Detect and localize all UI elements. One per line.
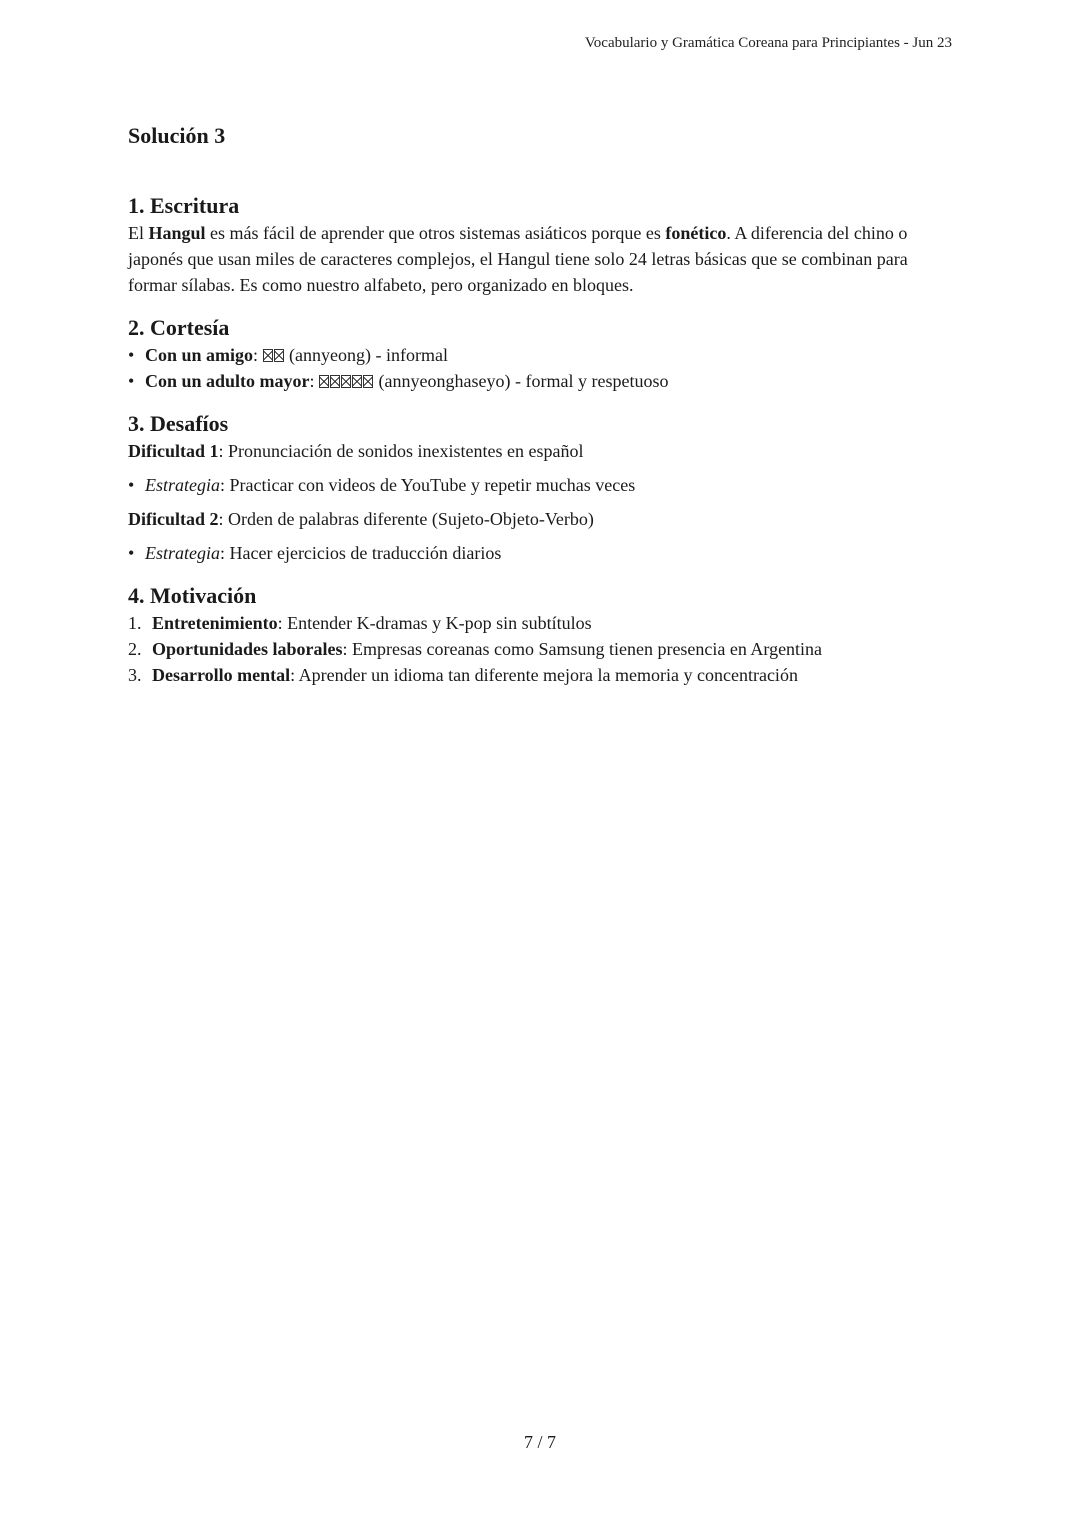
page-number: 7 / 7	[523, 1432, 556, 1452]
cortesia-list	[128, 342, 954, 394]
text-run: . A diferencia del chino o japonés que usan miles de caracteres complejos, el Hangul tiene solo 24 letras básicas que se combinan para formar sílabas. Es como nuestro alfabeto, pero organizado en bloques.	[128, 223, 908, 295]
section-desafios	[128, 410, 954, 566]
missing-glyph-box	[330, 375, 340, 388]
list-item	[128, 472, 954, 498]
item-label: Entretenimiento	[152, 613, 278, 633]
page-title: Solución 3	[128, 123, 226, 148]
list-item	[128, 540, 954, 566]
missing-glyph-box	[363, 375, 373, 388]
missing-glyph-box	[341, 375, 351, 388]
bullet-icon: •	[128, 475, 135, 495]
list-item	[128, 368, 954, 394]
bold-term-fonetico: fonético	[665, 223, 727, 243]
korean-text-unrendered	[319, 371, 374, 391]
difficulty-text: : Pronunciación de sonidos inexistentes en español	[218, 441, 584, 461]
text-run: El	[128, 223, 149, 243]
bullet-icon: •	[128, 371, 135, 391]
section-heading: 3. Desafíos	[128, 411, 229, 436]
item-number: 1.	[128, 613, 142, 633]
section-motivacion	[128, 582, 954, 688]
section-heading: 4. Motivación	[128, 583, 257, 608]
item-label: Desarrollo mental	[152, 665, 291, 685]
bold-term-hangul: Hangul	[148, 223, 206, 243]
difficulty-line	[128, 438, 954, 464]
item-number: 3.	[128, 665, 142, 685]
missing-glyph-box	[319, 375, 329, 388]
difficulty-label: Dificultad 1	[128, 441, 219, 461]
difficulty-block	[128, 438, 954, 498]
running-header: Vocabulario y Gramática Coreana para Principiantes - Jun 23	[584, 35, 952, 51]
difficulty-label: Dificultad 2	[128, 509, 219, 529]
separator: :	[253, 345, 263, 365]
separator: :	[309, 371, 320, 391]
text-run: es más fácil de aprender que otros sistemas asiáticos porque es	[205, 223, 666, 243]
strategy-list	[128, 472, 954, 498]
strategy-list	[128, 540, 954, 566]
item-text: (annyeong) - informal	[284, 345, 448, 365]
item-text: (annyeonghaseyo) - formal y respetuoso	[374, 371, 669, 391]
strategy-text: : Hacer ejercicios de traducción diarios	[220, 543, 502, 563]
bullet-icon: •	[128, 345, 135, 365]
page-content	[128, 120, 954, 704]
item-label: Con un adulto mayor	[145, 371, 310, 391]
section-heading: 1. Escritura	[128, 193, 240, 218]
missing-glyph-box	[274, 349, 284, 362]
bullet-icon: •	[128, 543, 135, 563]
section-heading: 2. Cortesía	[128, 315, 230, 340]
difficulty-block	[128, 506, 954, 566]
section-escritura	[128, 192, 954, 298]
item-text: : Entender K-dramas y K-pop sin subtítulos	[277, 613, 592, 633]
strategy-label: Estrategia	[145, 543, 220, 563]
motivacion-list	[128, 610, 954, 688]
strategy-label: Estrategia	[145, 475, 220, 495]
escritura-paragraph	[128, 220, 954, 298]
section-cortesia	[128, 314, 954, 394]
strategy-text: : Practicar con videos de YouTube y repetir muchas veces	[220, 475, 636, 495]
list-item	[128, 342, 954, 368]
missing-glyph-box	[352, 375, 362, 388]
item-text: : Aprender un idioma tan diferente mejora la memoria y concentración	[290, 665, 798, 685]
item-label: Oportunidades laborales	[152, 639, 343, 659]
item-number: 2.	[128, 639, 142, 659]
difficulty-text: : Orden de palabras diferente (Sujeto-Objeto-Verbo)	[218, 509, 594, 529]
list-item	[128, 610, 954, 636]
item-label: Con un amigo	[145, 345, 254, 365]
difficulty-line	[128, 506, 954, 532]
list-item	[128, 662, 954, 688]
korean-text-unrendered	[263, 345, 285, 365]
missing-glyph-box	[263, 349, 273, 362]
list-item	[128, 636, 954, 662]
item-text: : Empresas coreanas como Samsung tienen presencia en Argentina	[342, 639, 823, 659]
